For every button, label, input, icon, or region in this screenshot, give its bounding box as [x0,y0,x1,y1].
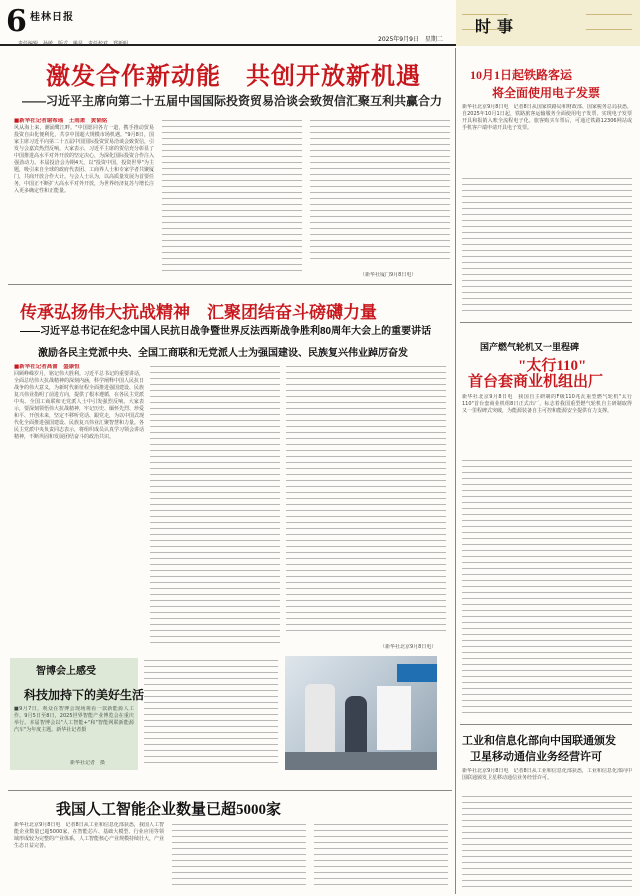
ai-headline: 我国人工智能企业数量已超5000家 [56,802,282,818]
page-number: 6 [6,4,27,39]
feature-caption: ■9月7日，观众在智博会现场观看一款新能源人工作。9月5日至8日，2025世界智能产业博览会在重庆举行。本届智博会以"人工智能+"和"智能网联新能源汽车"为年度主题。新华社记者摄 [14,706,134,733]
turbine-headline-2: 首台套商业机组出厂 [468,374,604,390]
railway-headline-2: 将全面使用电子发票 [492,86,601,100]
turbine-body-column [462,460,632,720]
lead-headline: 激发合作新动能 共创开放新机遇 [46,63,421,90]
second-byline: ■新华社记者高蕾 盛康恒 [14,364,80,370]
photo-banner [397,664,437,682]
satellite-body-column [462,796,632,892]
second-body-column [286,366,446,646]
column-divider [455,48,456,894]
story-divider [460,322,632,323]
second-subhead: ——习近平总书记在纪念中国人民抗日战争暨世界反法西斯战争胜利80周年大会上的重要讲话 [20,326,432,337]
ai-body-column [314,824,448,892]
turbine-headline-1: "太行110" [518,358,587,374]
section-deco-right [586,14,632,30]
railway-body: 新华社北京9月8日电 记者8日从国家铁路局和财政部、国家税务总局获悉，自2025年10月1日起，铁路旅客运输服务全面使用电子发票，实现电子发票开具和报销入账全流程电子化。旅客购买车票后，可通过铁路12306网站或手机客户端申请开具电子发票。 [462,104,632,131]
expo-photo [285,656,437,770]
photo-robot [305,684,335,754]
photo-visitor [345,696,367,756]
feature-credit: 新华社记者 摄 [70,760,106,766]
lead-end-credit: （新华社厦门9月8日电） [360,272,417,278]
page-header [0,0,640,46]
turbine-body: 新华社北京9月8日电 我国自主研制的F级110兆瓦重型燃气轮机"太行110"首台套商业机组8日正式出厂，标志着我国重型燃气轮机自主研制取得又一里程碑式突破，为能源装备自主可控和能源安全提供有力支撑。 [462,394,632,414]
lead-subhead: ——习近平主席向第二十五届中国国际投资贸易洽谈会致贺信汇聚互利共赢合力 [22,94,443,108]
feature-title-1: 智博会上感受 [36,666,96,677]
second-body-column [150,366,280,652]
lead-body-column [310,120,450,268]
second-headline: 传承弘扬伟大抗战精神 汇聚团结奋斗磅礴力量 [20,303,377,322]
ai-body: 新华社北京9月8日电 记者8日从工业和信息化部获悉，我国人工智能企业数量已超5000家，在智能芯片、基础大模型、行业应用等领域形成较为完整的产业体系，人工智能核心产业规模持续壮大，产业生态日益完善。 [14,822,164,849]
feature-title-2: 科技加持下的美好生活 [24,688,145,702]
feature-text-column [144,660,278,770]
story-divider [8,790,452,791]
lead-body [14,118,154,280]
editor-credits: 责任编辑 孙敏 版式 姚昆 责任校对 郑新明 [18,41,129,47]
ai-body-column [172,824,306,892]
section-name: 时事 [475,17,520,36]
issue-date: 2025年9月9日 星期二 [378,36,443,43]
story-divider [460,724,632,725]
second-subhead-2: 激励各民主党派中央、全国工商联和无党派人士为强国建设、民族复兴伟业踔厉奋发 [38,348,408,359]
lead-body-column [162,120,302,278]
lead-byline: ■新华社记者谢希瑶 王雨萧 黄韬铭 [14,118,108,124]
masthead: 桂林日报 [30,12,74,23]
railway-body-column [462,178,632,318]
satellite-body: 新华社北京9月8日电 记者8日从工业和信息化部获悉，工业和信息化部向中国联通颁发卫星移动通信业务经营许可。 [462,768,632,781]
second-body [14,364,144,652]
second-body-text: 回顾峥嵘岁月，铭记伟大胜利。习近平总书记的重要讲话，全面总结伟大抗战精神的深刻内涵，科学阐释中国人民抗日战争的伟大意义，为新时代新征程全面推进强国建设、民族复兴伟业指明了前进方向，提供了根本遵循，在各民主党派中央、全国工商联和无党派人士中引发强烈反响。大家表示，要深刻领悟伟大抗战精神，牢记历史、缅怀先烈、珍爱和平、开创未来，坚定不移听党话、跟党走，为以中国式现代化全面推进强国建设、民族复兴伟业汇聚智慧和力量。各民主党派中央负责同志表示，将组织成员认真学习领会讲话精神，不断巩固和发展团结奋斗的政治共识。 [14,371,144,440]
satellite-headline-1: 工业和信息化部向中国联通颁发 [462,735,616,747]
photo-display [377,686,411,750]
turbine-kicker: 国产燃气轮机又一里程碑 [480,342,580,352]
lead-body-text: 风从海上来，潮涌鹭江畔。"中国愿同各方一道，携手推动贸易投资自由化便利化，共享中国超大规模市场机遇。"9月8日，国家主席习近平向第二十五届中国国际投资贸易洽谈会致贺信，引发与会嘉宾热烈反响。大家表示，习近平主席的贺信充分彰显了中国推进高水平对外开放的坚定决心，为深化国际投资合作注入强劲动力。本届投洽会为期4天，以"投资中国，投资世界"为主题，吸引来自全球的政府代表团、工商界人士和专家学者共聚厦门，共商开放合作大计。与会人士认为，以高质量发展为首要任务，中国正不断扩大高水平对外开放，为世界经济复苏与增长注入更多确定性和正能量。 [14,125,154,194]
second-end-credit: （新华社北京9月8日电） [380,644,437,650]
story-divider [8,284,452,285]
railway-headline-1: 10月1日起铁路客运 [470,68,573,82]
satellite-headline-2: 卫星移动通信业务经营许可 [470,751,602,763]
photo-floor [285,752,437,770]
